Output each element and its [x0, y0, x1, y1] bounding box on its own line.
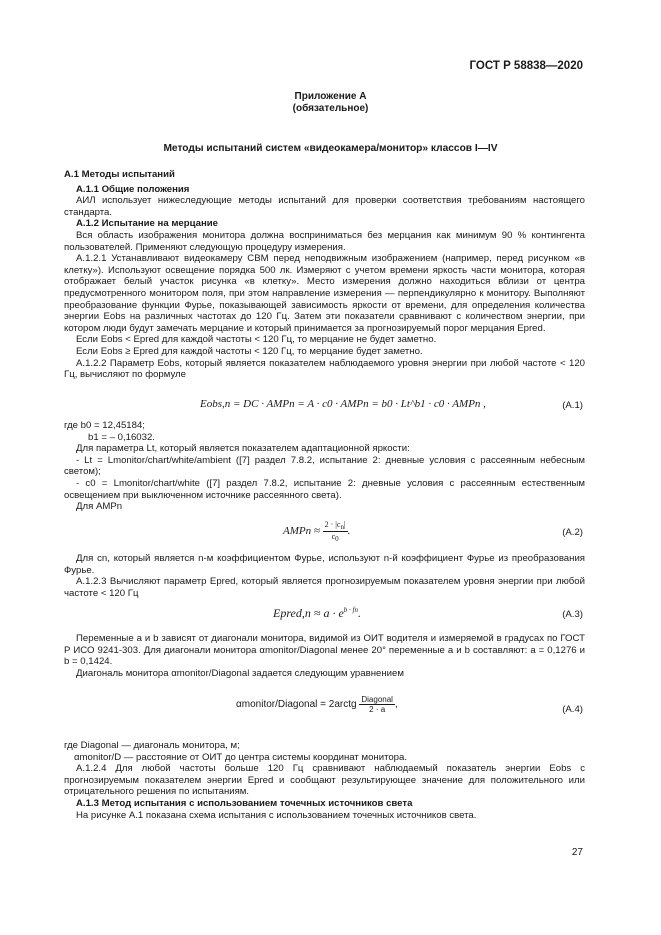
formula-a4-numerator: Diagonal	[361, 695, 393, 704]
heading-a11: А.1.1 Общие положения	[76, 183, 190, 195]
paragraph-a124: А.1.2.4 Для любой частоты больше 120 Гц сравнивают наблюдаемый показатель энергии Eobs с прогнозируемым показателем энергии Epred и сообщают результирующее значение для положительного или отрицательного решения по испытаниям.	[64, 763, 585, 798]
formula-a2-denominator: $c_0$	[331, 532, 339, 543]
where-diagonal: где Diagonal — диагональ монитора, м;	[64, 740, 240, 751]
heading-a12: А.1.2 Испытание на мерцание	[76, 218, 219, 230]
appendix-subtitle: (обязательное)	[292, 103, 369, 114]
paragraph-a122: А.1.2.2 Параметр Eobs, который является показателем наблюдаемого уровня энергии при любой частоте < 120 Гц, вычисляют по формуле	[64, 357, 585, 381]
paragraph-diagonal: Диагональ монитора αmonitor/Diagonal задается следующим уравнением	[76, 667, 404, 679]
formula-a2: AMPn ≈ $\frac{2 \cdot |c_n|}{c_0}$ .	[283, 520, 351, 543]
paragraph-c0-def: - c0 = Lmonitor/chart/white ([7] раздел 7.8.2, испытание 2: дневные условия с рассеянным естественным освещением при выключенном источнике рассеянного света).	[64, 477, 585, 501]
formula-a1-number: (А.1)	[562, 400, 583, 411]
page-number: 27	[571, 847, 583, 858]
paragraph-ab: Переменные a и b зависят от диагонали монитора, видимой из ОИТ водителя и измеряемой в градусах по ГОСТ Р ИСО 9241-303. Для диагонали монитора αmonitor/Diagonal менее 20° переменные a и b составляют: a = 0,1276 и b = 0,1424.	[64, 633, 585, 668]
section-ab	[64, 633, 585, 679]
formula-a1-rhs: = DC · AMPn = A · c0 · AMPn = b0 · Lt^b1 · c0 · AMPn ,	[233, 398, 486, 410]
paragraph-amp: Для AMPn	[76, 501, 123, 513]
paragraph-lt: Для параметра Lt, который является показателем адаптационной яркости:	[76, 443, 410, 455]
section-a123	[64, 553, 585, 599]
formula-a3-number: (А.3)	[562, 609, 583, 620]
formula-a4-fraction	[359, 695, 395, 714]
paragraph-a121: А.1.2.1 Устанавливают видеокамеру СВМ перед неподвижным изображением (например, перед рисунком «в клетку»). Используют освещение порядка 500 лк. Измеряют с учетом времени яркость части монитора, которая отображает белый участок рисунка «в клетку». Место измерения должно находиться вблизи от центра предусмотренного монитором поля, при этом направление измерения — перпендикулярно к монитору. Выполняют преобразование функции Фурье, показывающей зависимость яркости от времени, для определения количества энергии Eobs на различных частотах до 120 Гц. Затем эти показатели сравнивают с количеством энергии, при котором люди будут замечать мерцание и который принимается за прогнозируемый порог мерцания Epred.	[64, 253, 585, 334]
formula-a4-lhs: αmonitor/Diagonal = 2arctg	[236, 699, 357, 711]
main-title: Методы испытаний систем «видеокамера/монитор» классов I—IV	[163, 143, 498, 154]
standard-header: ГОСТ Р 58838—2020	[469, 60, 583, 72]
paragraph-if1: Если Eobs < Epred для каждой частоты < 120 Гц, то мерцание не будет заметно.	[76, 334, 437, 346]
formula-a2-lhs: AMPn ≈	[283, 525, 320, 538]
where-alpha: αmonitor/D — расстояние от ОИТ до центра системы координат монитора.	[74, 751, 408, 763]
paragraph-a13: На рисунке А.1 показана схема испытания с использованием точечных источников света.	[76, 809, 477, 821]
formula-a4-number: (А.4)	[562, 704, 583, 715]
section-parameters	[64, 420, 585, 513]
paragraph-a11: АИЛ использует нижеследующие методы испытаний для проверки соответствия требованиям настоящего стандарта.	[64, 195, 585, 218]
paragraph-a123: А.1.2.3 Вычисляют параметр Epred, который является прогнозируемым показателем уровня энергии при любой частоте < 120 Гц	[64, 576, 585, 599]
appendix-heading	[0, 91, 661, 115]
formula-a2-numerator: $2 \cdot |c_n|$	[324, 520, 346, 531]
formula-a1-lhs: Eobs,n	[200, 398, 231, 410]
paragraph-a12: Вся область изображения монитора должна восприниматься без мерцания как минимум 90 % контингента пользователей. Применяют следующую процедуру измерения.	[64, 229, 585, 253]
formula-a3-lhs: Epred,n ≈ a · e	[273, 606, 344, 620]
section-a124	[64, 740, 585, 821]
formula-a3-exponent: b · fn	[343, 606, 358, 614]
formula-a1	[200, 398, 486, 410]
appendix-title: Приложение А	[294, 91, 367, 102]
paragraph-lt-def: - Lt = Lmonitor/chart/white/ambient ([7] раздел 7.8.2, испытание 2: дневные условия с рассеянным небесным светом);	[64, 454, 585, 478]
formula-a4: αmonitor/Diagonal = 2arctg $\frac{\text{Diagonal}}{2 \cdot a}$ ,	[236, 695, 398, 714]
section-a1	[64, 169, 585, 381]
formula-a2-fraction	[323, 520, 348, 543]
where-b0: где b0 = 12,45184;	[64, 420, 145, 431]
paragraph-if2: Если Eobs ≥ Epred для каждой частоты < 120 Гц, то мерцание будет заметно.	[76, 345, 423, 357]
heading-a1: А.1 Методы испытаний	[64, 169, 175, 180]
paragraph-cn: Для cn, который является n-м коэффициентом Фурье, используют n-й коэффициент Фурье из преобразования Фурье.	[64, 553, 585, 576]
formula-a3: Epred,n ≈ $a \cdot e^{b \cdot fn}$.	[273, 606, 361, 620]
where-b1: b1 = – 0,16032.	[88, 431, 155, 443]
heading-a13: А.1.3 Метод испытания с использованием точечных источников света	[76, 797, 413, 809]
formula-a4-denominator: 2 · a	[369, 705, 386, 714]
formula-a2-number: (А.2)	[562, 527, 583, 538]
